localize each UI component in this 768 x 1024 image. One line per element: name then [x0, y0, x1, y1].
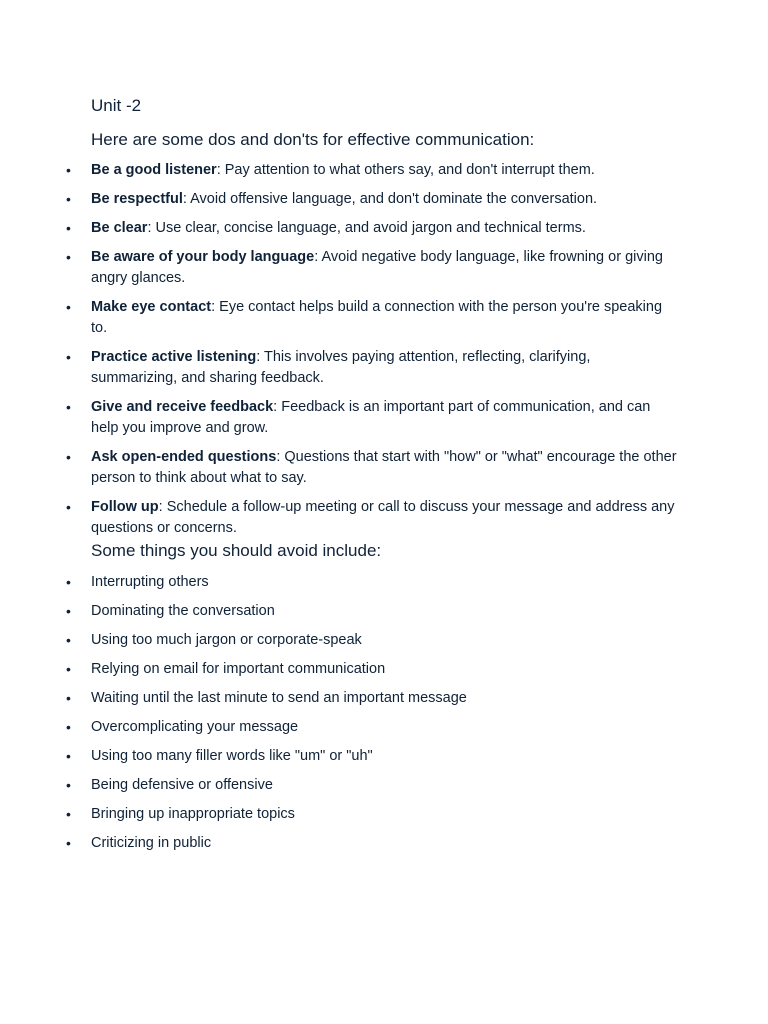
bullet-icon: • — [66, 574, 71, 590]
list-item — [0, 833, 768, 854]
list-item — [0, 189, 768, 210]
item-text: : Use clear, concise language, and avoid jargon and technical terms. — [147, 220, 586, 236]
bullet-icon: • — [66, 299, 71, 315]
list-item — [0, 447, 768, 489]
item-text: Waiting until the last minute to send an important message — [91, 690, 467, 706]
item-text: : Eye contact helps build a connection with the person you're speaking to. — [91, 299, 663, 336]
item-text: Bringing up inappropriate topics — [91, 806, 295, 822]
item-text: Overcomplicating your message — [91, 719, 299, 735]
item-term: Be a good listener — [91, 162, 217, 178]
list-item — [0, 347, 768, 389]
item-term: Be aware of your body language — [91, 249, 315, 265]
item-text: : Schedule a follow-up meeting or call to discuss your message and address any questions or concerns. — [91, 499, 675, 536]
bullet-icon: • — [66, 603, 71, 619]
bullet-icon: • — [66, 806, 71, 822]
list-item — [0, 775, 768, 796]
item-text: : Feedback is an important part of communication, and can help you improve and grow. — [91, 399, 651, 436]
list-item — [0, 497, 768, 539]
intro-heading: Here are some dos and don'ts for effective communication: — [91, 130, 535, 149]
avoid-list — [0, 572, 768, 854]
bullet-icon: • — [66, 835, 71, 851]
list-item — [0, 717, 768, 738]
list-item — [0, 572, 768, 593]
bullet-icon: • — [66, 162, 71, 178]
item-term: Be clear — [91, 220, 148, 236]
list-item — [0, 688, 768, 709]
item-term: Be respectful — [91, 191, 183, 207]
list-item — [0, 218, 768, 239]
unit-title: Unit -2 — [91, 96, 142, 115]
item-text: : Pay attention to what others say, and don't interrupt them. — [216, 162, 595, 178]
avoid-heading: Some things you should avoid include: — [91, 541, 382, 560]
list-item — [0, 746, 768, 767]
list-item — [0, 659, 768, 680]
list-item — [0, 601, 768, 622]
bullet-icon: • — [66, 690, 71, 706]
bullet-icon: • — [66, 449, 71, 465]
bullet-icon: • — [66, 191, 71, 207]
bullet-icon: • — [66, 777, 71, 793]
list-item — [0, 297, 768, 339]
bullet-icon: • — [66, 719, 71, 735]
item-term: Practice active listening — [91, 349, 257, 365]
list-item — [0, 630, 768, 651]
bullet-icon: • — [66, 399, 71, 415]
list-item — [0, 160, 768, 181]
item-text: Being defensive or offensive — [91, 777, 273, 793]
list-item — [0, 247, 768, 289]
bullet-icon: • — [66, 349, 71, 365]
item-text: Using too much jargon or corporate-speak — [91, 632, 362, 648]
item-text: : This involves paying attention, reflecting, clarifying, summarizing, and sharing feedback. — [91, 349, 591, 386]
bullet-icon: • — [66, 632, 71, 648]
item-text: Using too many filler words like "um" or "uh" — [91, 748, 373, 764]
item-term: Follow up — [91, 499, 159, 515]
item-term: Ask open-ended questions — [91, 449, 277, 465]
dos-list — [0, 160, 768, 539]
item-text: : Questions that start with "how" or "what" encourage the other person to think about what to say. — [91, 449, 677, 486]
list-item — [0, 804, 768, 825]
item-text: Relying on email for important communication — [91, 661, 386, 677]
bullet-icon: • — [66, 220, 71, 236]
item-text: Criticizing in public — [91, 835, 212, 851]
bullet-icon: • — [66, 748, 71, 764]
item-term: Give and receive feedback — [91, 399, 274, 415]
list-item — [0, 397, 768, 439]
item-term: Make eye contact — [91, 299, 212, 315]
bullet-icon: • — [66, 249, 71, 265]
bullet-icon: • — [66, 499, 71, 515]
item-text: Interrupting others — [91, 574, 209, 590]
bullet-icon: • — [66, 661, 71, 677]
item-text: Dominating the conversation — [91, 603, 275, 619]
item-text: : Avoid negative body language, like frowning or giving angry glances. — [91, 249, 663, 286]
item-text: : Avoid offensive language, and don't dominate the conversation. — [182, 191, 598, 207]
